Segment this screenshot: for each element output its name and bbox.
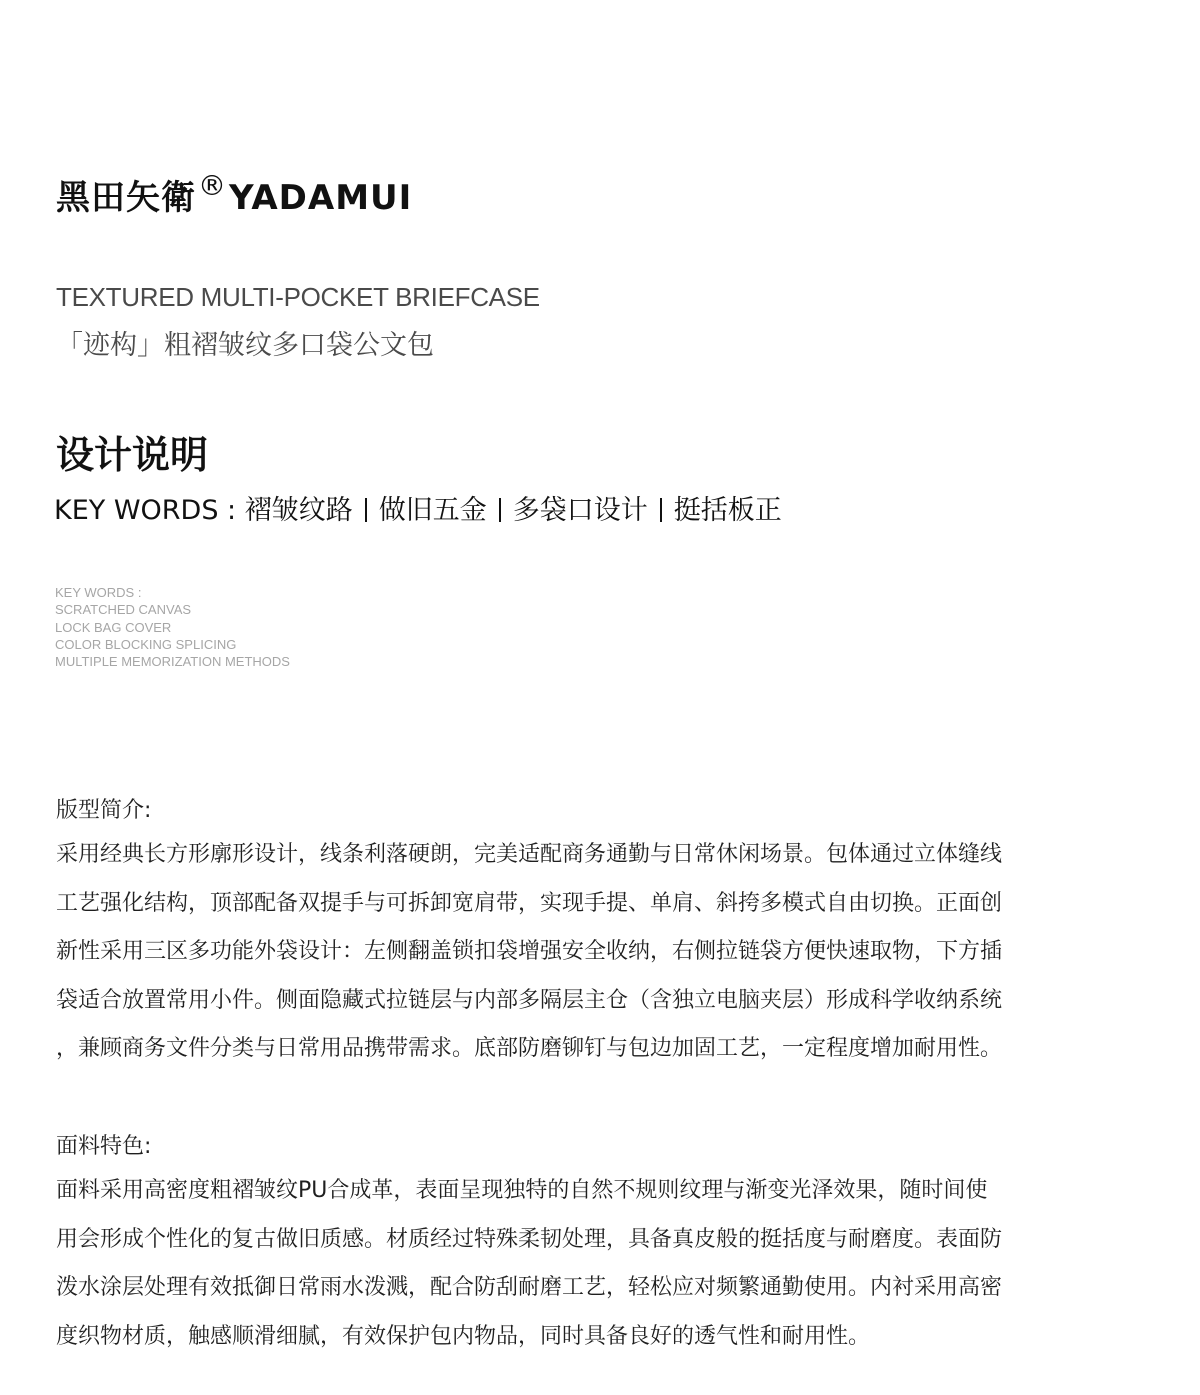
fabric-heading: 面料特色: (56, 1134, 152, 1159)
keywords-en-list (55, 584, 290, 670)
paragraph-line: 工艺强化结构，顶部配备双提手与可拆卸宽肩带，实现手提、单肩、斜挎多模式自由切换。正面创 (56, 890, 1003, 916)
paragraph-line: ，兼顾商务文件分类与日常用品携带需求。底部防磨铆钉与包边加固工艺，一定程度增加耐用性。 (56, 1036, 1003, 1061)
paragraph-line: 面料采用高密度粗褶皱纹PU合成革，表面呈现独特的自然不规则纹理与渐变光泽效果，随时间使 (56, 1178, 988, 1203)
brand-logo (56, 170, 412, 219)
keyword-separator (365, 498, 367, 522)
paragraph-line: 新性采用三区多功能外袋设计：左侧翻盖锁扣袋增强安全收纳，右侧拉链袋方便快速取物，下方插 (56, 939, 1003, 964)
keyword-item: 褶皱纹路 (244, 495, 353, 526)
shape-intro-text (56, 831, 1146, 1074)
shape-intro-heading: 版型简介: (56, 798, 152, 823)
paragraph-line: 用会形成个性化的复古做旧质感。材质经过特殊柔韧处理，具备真皮般的挺括度与耐磨度。表面防 (56, 1226, 1003, 1252)
brand-name-en: YADAMUI (229, 178, 413, 218)
keywords-en-item: LOCK BAG COVER (55, 619, 172, 635)
keywords-line (54, 488, 782, 527)
brand-name-cn: 黑田矢衛 (56, 178, 196, 218)
keywords-en-item: KEY WORDS : (55, 585, 142, 600)
product-title-en: TEXTURED MULTI-POCKET BRIEFCASE (56, 282, 540, 312)
registered-mark: ® (198, 169, 227, 202)
keywords-prefix: KEY WORDS : (54, 495, 245, 526)
paragraph-line: 袋适合放置常用小件。侧面隐藏式拉链层与内部多隔层主仓（含独立电脑夹层）形成科学收纳系统 (56, 987, 1003, 1013)
keyword-separator (660, 498, 662, 522)
keywords-en-item: COLOR BLOCKING SPLICING (55, 636, 237, 652)
paragraph-line: 度织物材质，触感顺滑细腻，有效保护包内物品，同时具备良好的透气性和耐用性。 (56, 1323, 871, 1349)
keyword-item: 做旧五金 (378, 495, 487, 526)
section-title: 设计说明 (56, 433, 209, 477)
keywords-en-item: SCRATCHED CANVAS (55, 602, 192, 618)
product-title-cn: 「迹构」粗褶皱纹多口袋公文包 (56, 330, 434, 361)
keyword-item: 挺括板正 (673, 495, 782, 526)
paragraph-line: 泼水涂层处理有效抵御日常雨水泼溅，配合防刮耐磨工艺，轻松应对频繁通勤使用。内衬采用高密 (56, 1275, 1003, 1300)
keyword-item: 多袋口设计 (512, 495, 648, 526)
keyword-separator (499, 498, 501, 522)
keywords-en-item: MULTIPLE MEMORIZATION METHODS (55, 654, 290, 670)
paragraph-line: 采用经典长方形廓形设计，线条利落硬朗，完美适配商务通勤与日常休闲场景。包体通过立体缝线 (56, 842, 1003, 867)
fabric-text (56, 1167, 1146, 1361)
